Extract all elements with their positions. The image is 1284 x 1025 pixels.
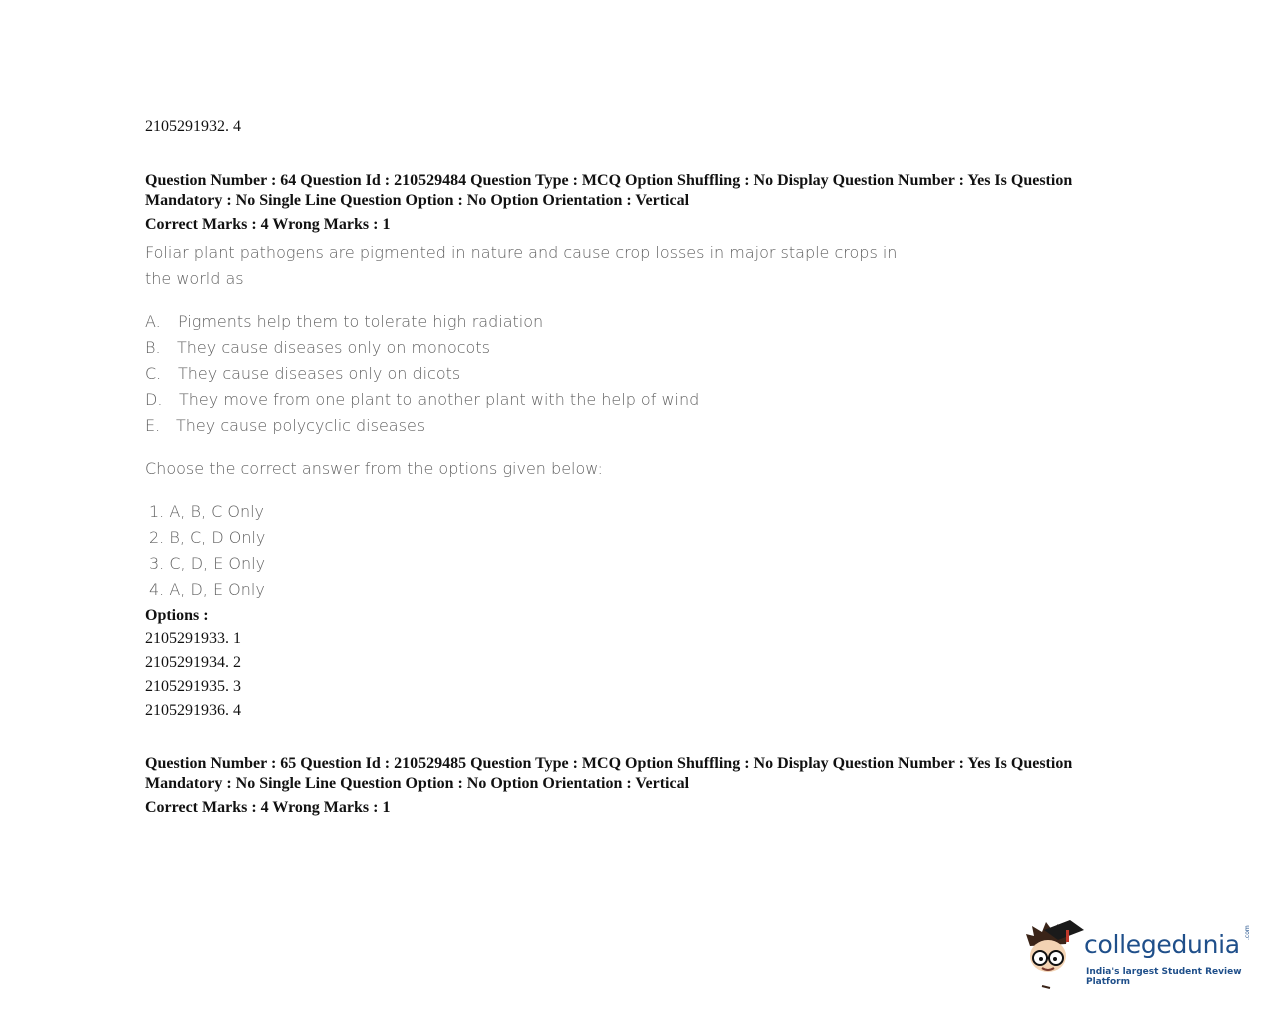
option-id-4: 2105291936. 4 <box>145 702 241 719</box>
q64-stem-line-1: Foliar plant pathogens are pigmented in nature and cause crop losses in major staple crops in <box>145 243 898 262</box>
statement-a <box>145 312 543 331</box>
logo-tagline: India's largest Student Review Platform <box>1086 967 1242 987</box>
statement-letter: C. <box>145 364 162 383</box>
logo-com: .com <box>1244 925 1251 940</box>
choice-4: 4. A, D, E Only <box>149 580 265 599</box>
statement-e <box>145 416 425 435</box>
statement-c <box>145 364 460 383</box>
choice-1: 1. A, B, C Only <box>149 502 265 521</box>
choice-3: 3. C, D, E Only <box>149 554 266 573</box>
q65-meta-line-2: Mandatory : No Single Line Question Option : No Option Orientation : Vertical <box>145 775 690 792</box>
mascot-icon <box>1022 916 1084 992</box>
option-id-1: 2105291933. 1 <box>145 630 241 647</box>
q65-marks: Correct Marks : 4 Wrong Marks : 1 <box>145 799 391 816</box>
q64-stem-line-2: the world as <box>145 269 244 288</box>
statement-letter: A. <box>145 312 161 331</box>
statement-text: They move from one plant to another plant with the help of wind <box>179 390 700 409</box>
statement-d <box>145 390 699 409</box>
statement-letter: E. <box>145 416 161 435</box>
choice-2: 2. B, C, D Only <box>149 528 266 547</box>
options-label: Options : <box>145 607 209 624</box>
statement-text: They cause diseases only on dicots <box>178 364 461 383</box>
statement-b <box>145 338 490 357</box>
q65-meta-line-1: Question Number : 65 Question Id : 210529485 Question Type : MCQ Option Shuffling : No Display Question Number : Yes Is Question <box>145 755 1073 772</box>
statement-text: Pigments help them to tolerate high radiation <box>178 312 544 331</box>
logo-wordmark: collegedunia <box>1084 930 1240 959</box>
option-id-3: 2105291935. 3 <box>145 678 241 695</box>
q64-marks: Correct Marks : 4 Wrong Marks : 1 <box>145 216 391 233</box>
q64-meta-line-1: Question Number : 64 Question Id : 210529484 Question Type : MCQ Option Shuffling : No Display Question Number : Yes Is Question <box>145 172 1073 189</box>
statement-text: They cause diseases only on monocots <box>177 338 490 357</box>
collegedunia-logo <box>1022 916 1257 992</box>
option-id-2: 2105291934. 2 <box>145 654 241 671</box>
statement-letter: D. <box>145 390 163 409</box>
previous-option: 2105291932. 4 <box>145 118 241 135</box>
q64-meta-line-2: Mandatory : No Single Line Question Option : No Option Orientation : Vertical <box>145 192 690 209</box>
q64-instruction: Choose the correct answer from the options given below: <box>145 459 603 478</box>
statement-text: They cause polycyclic diseases <box>176 416 426 435</box>
statement-letter: B. <box>145 338 161 357</box>
